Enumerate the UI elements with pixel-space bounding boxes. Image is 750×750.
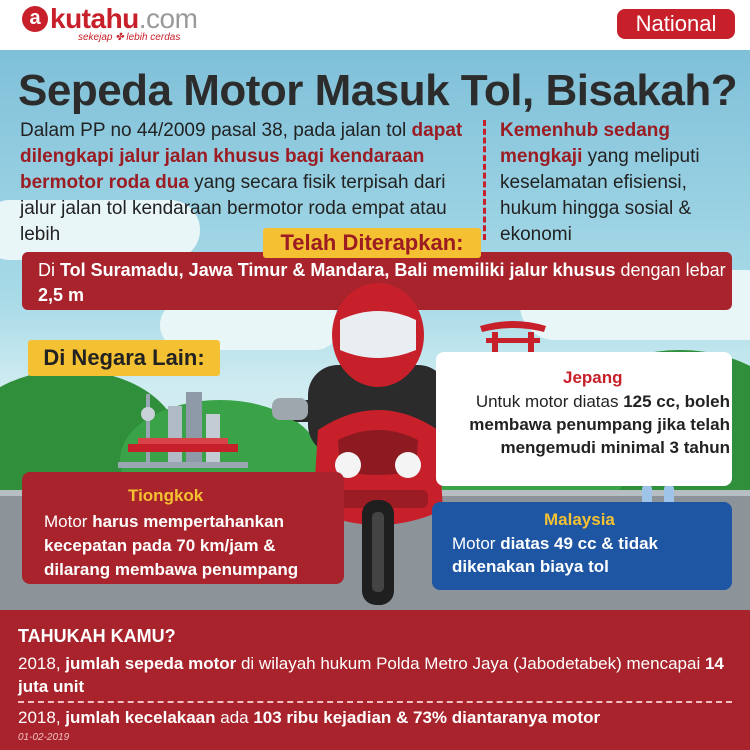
fact-highlight: jumlah kecelakaan [65,708,216,727]
kemenhub-highlight: Kemenhub sedang mengkaji [500,120,670,167]
applied-width: 2,5 m [38,285,85,305]
page-title: Sepeda Motor Masuk Tol, Bisakah? [18,66,738,115]
china-skyline-icon [118,384,248,474]
japan-plain: Untuk motor diatas [475,392,624,411]
fact-plain: di wilayah hukum Polda Metro Jaya (Jabodetabek) mencapai [236,654,705,673]
fact-highlight: 103 ribu kejadian & 73% diantaranya motor [253,708,601,727]
logo-wordmark[interactable] [50,3,197,35]
fact-plain: 2018, [18,654,66,673]
intro-highlight: dapat dilengkapi jalur jalan khusus bagi kendaraan bermotor roda dua [20,120,463,193]
malaysia-title: Malaysia [544,510,615,529]
china-text [44,510,344,582]
applied-plain: dengan lebar [615,260,726,280]
kemenhub-paragraph [500,118,740,248]
fact-item [18,706,738,729]
column-divider [483,120,486,240]
applied-label: Telah Diterapkan: [263,228,481,258]
intro-text: Dalam PP no 44/2009 pasal 38, pada jalan tol [20,120,412,141]
logo-name: kutahu [50,3,139,34]
logo-tagline: sekejap ✤ lebih cerdas [78,32,181,43]
logo-mark[interactable]: a [22,6,48,32]
china-highlight: harus mempertahankan kecepatan pada 70 km/jam & dilarang membawa penumpang [44,512,299,579]
logo-domain: .com [138,3,198,34]
china-title: Tiongkok [128,486,204,505]
fact-plain: ada [215,708,254,727]
china-plain: Motor [44,512,93,531]
facts-title: TAHUKAH KAMU? [18,626,176,646]
kemenhub-text: yang meliputi keselamatan efisiensi, hukum hingga sosial & ekonomi [500,146,700,245]
fact-highlight: jumlah sepeda motor [65,654,237,673]
fact-item [18,652,738,698]
malaysia-text [452,532,732,578]
facts-divider [18,701,732,703]
applied-plain: Di [38,260,60,280]
japan-highlight: mengemudi minimal 3 tahun [500,438,730,457]
fact-plain: 2018, [18,708,66,727]
japan-text [450,390,730,459]
applied-highlight: Tol Suramadu, Jawa Timur & Mandara, Bali memiliki jalur khusus [60,260,616,280]
publish-date: 01-02-2019 [18,732,70,743]
other-countries-label: Di Negara Lain: [28,340,220,376]
fact-highlight: 14 juta unit [18,654,724,696]
category-badge[interactable]: National [617,9,735,39]
japan-highlight: 125 cc, boleh membawa penumpang jika telah [469,392,730,434]
malaysia-plain: Motor [452,534,501,553]
japan-title: Jepang [563,368,623,387]
intro-text: yang secara fisik terpisah dari jalur jalan tol kendaraan bermotor roda empat atau lebih [20,172,447,245]
malaysia-highlight: diatas 49 cc & tidak dikenakan biaya tol [452,534,658,576]
